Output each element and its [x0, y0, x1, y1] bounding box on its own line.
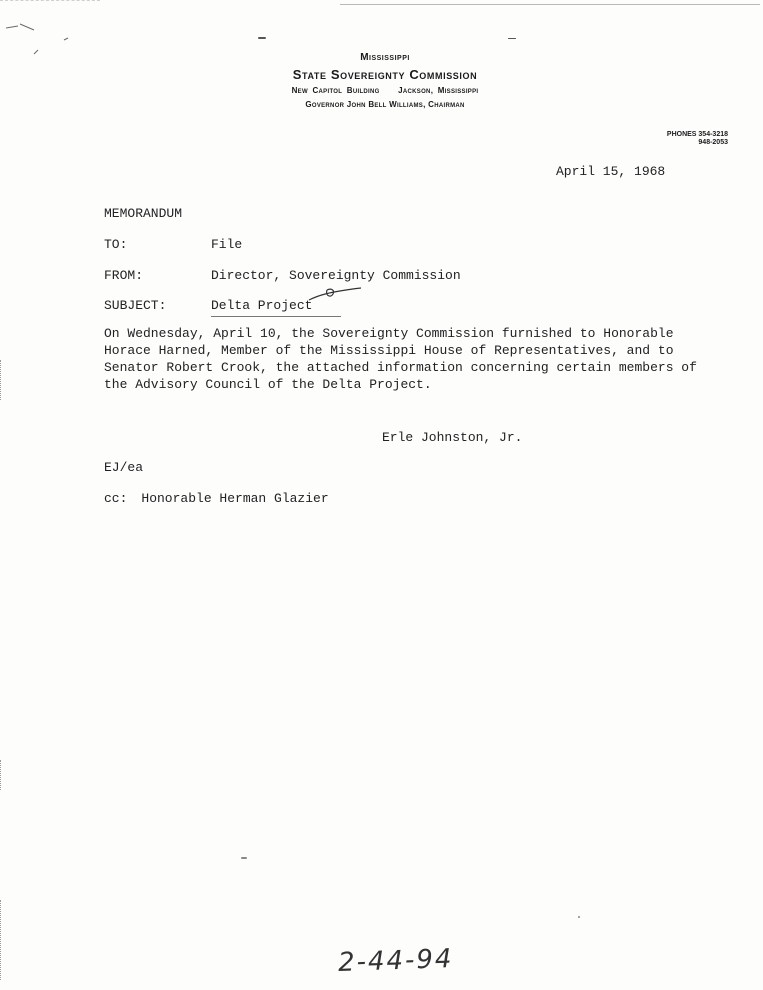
scan-artifact-dash	[0, 0, 100, 2]
subject-underline	[211, 316, 341, 317]
body-line: Horace Harned, Member of the Mississippi House of Representatives, and to	[104, 343, 674, 358]
scan-speck	[508, 38, 516, 39]
letterhead	[240, 52, 530, 109]
from-label: FROM:	[104, 268, 144, 283]
handwritten-check-icon	[307, 286, 363, 304]
memo-title: MEMORANDUM	[104, 206, 183, 221]
body-line: the Advisory Council of the Delta Project.	[104, 377, 432, 392]
scan-speck	[578, 916, 580, 918]
cc-value: Honorable Herman Glazier	[141, 491, 329, 506]
handwritten-filing-number: 2-44-94	[337, 943, 454, 979]
scan-artifact-line	[340, 4, 760, 5]
scan-edge-mark	[0, 760, 3, 790]
scan-speck	[258, 37, 266, 39]
scan-edge-mark	[0, 900, 3, 980]
phones-secondary: 948-2053	[698, 139, 728, 146]
from-value: Director, Sovereignty Commission	[211, 268, 461, 283]
scan-edge-mark	[0, 360, 3, 400]
cc-line	[104, 491, 329, 506]
letterhead-address	[240, 86, 530, 95]
cc-label: cc:	[104, 491, 128, 506]
memo-body	[104, 325, 704, 393]
letterhead-commission: State Sovereignty Commission	[292, 67, 478, 82]
letterhead-phones	[628, 131, 728, 147]
signature-name: Erle Johnston, Jr.	[382, 430, 523, 445]
to-value: File	[211, 237, 243, 252]
scan-speck	[241, 857, 247, 859]
subject-label: SUBJECT:	[104, 298, 167, 313]
from-row	[104, 268, 461, 283]
body-line: Senator Robert Crook, the attached information concerning certain members of	[104, 360, 697, 375]
to-row	[104, 237, 242, 252]
letterhead-city: Jackson, Mississippi	[398, 86, 479, 95]
memo-date: April 15, 1968	[556, 164, 666, 179]
subject-value-wrap	[211, 298, 312, 313]
letterhead-governor: Governor John Bell Williams, Chairman	[305, 100, 465, 109]
body-line: On Wednesday, April 10, the Sovereignty Commission furnished to Honorable	[104, 326, 674, 341]
letterhead-building: New Capitol Building	[291, 86, 380, 95]
typist-initials: EJ/ea	[104, 460, 144, 475]
phones-primary: PHONES 354-3218	[666, 131, 728, 138]
letterhead-state: Mississippi	[360, 52, 410, 63]
subject-value: Delta Project	[211, 298, 313, 313]
scan-artifact-smudge	[4, 18, 84, 58]
subject-row	[104, 298, 312, 313]
to-label: TO:	[104, 237, 128, 252]
